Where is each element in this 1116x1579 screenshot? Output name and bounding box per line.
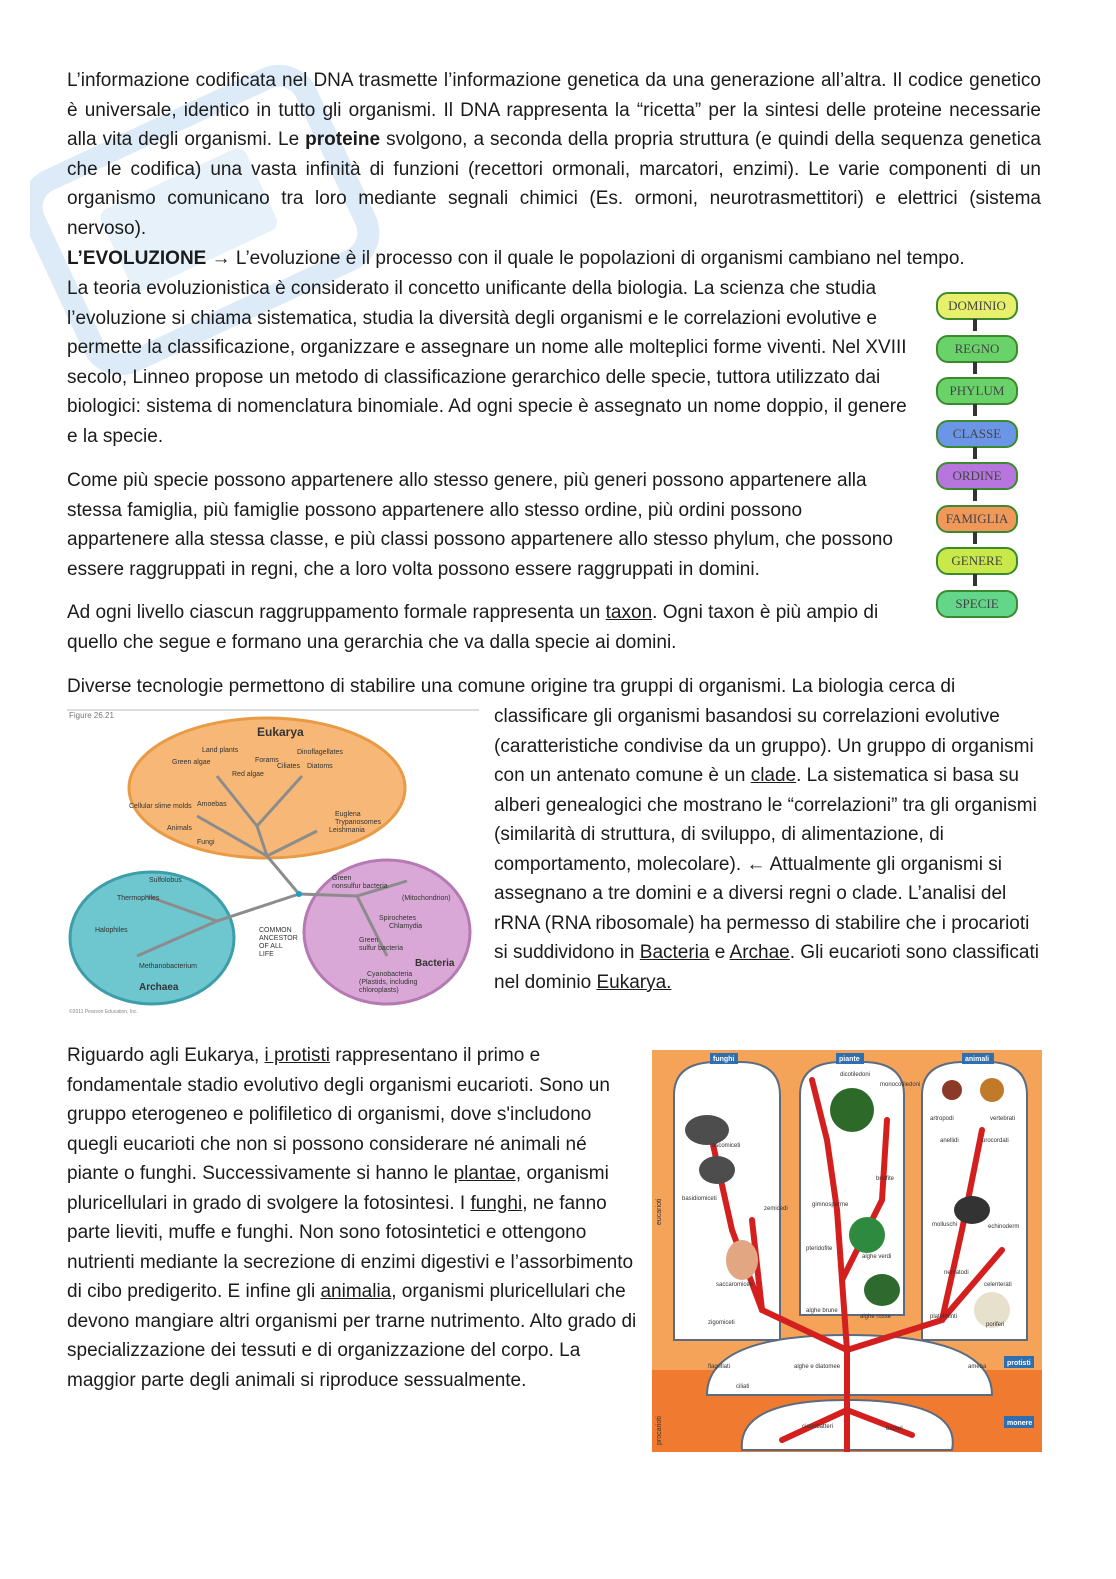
figure-text-label: (Mitochondrion) (402, 895, 451, 902)
text: L’evoluzione è il processo con il quale le popolazioni di organismi cambiano nel tempo. (230, 248, 965, 269)
paragraph-clade (494, 702, 1039, 997)
underlined-term-plantae: plantae, (453, 1163, 522, 1184)
figure-text-label: Trypanosomes (335, 819, 382, 826)
figure-text-label: Red algae (232, 771, 264, 778)
hierarchy-arrow-icon (973, 362, 977, 374)
text: L’informazione codificata nel DNA trasmette l’informazione genetica da una generazione all’altra. Il codice genetico è universale, identico in tutto gli organismi. Il DNA rappresenta la “ricetta” per la sintesi delle proteine necessarie alla vita degli organismi. Le (67, 70, 1041, 150)
figure-text-label: dicotiledoni (840, 1072, 871, 1078)
underlined-term-clade: clade (750, 765, 797, 786)
figure-text-label: urocordati (982, 1138, 1009, 1144)
underlined-term-archae: Archae (729, 942, 790, 963)
section-heading: L’EVOLUZIONE (67, 248, 207, 269)
figure-text-label: vertebrati (990, 1116, 1016, 1122)
figure-text-label: molluschi (932, 1222, 958, 1228)
figure-text-label: anellidi (940, 1138, 959, 1144)
figure-text-label: briofite (876, 1176, 895, 1182)
underlined-term-eukarya: Eukarya. (596, 971, 672, 993)
text: classificare gli organismi basandosi su correlazioni evolutive (caratteristiche condivise da un gruppo). Un gruppo di organismi con un antenato comune è un (494, 706, 1034, 786)
domain-label-archaea: Archaea (139, 982, 179, 993)
arrow-right-icon: → (211, 248, 231, 269)
figure-text-label: nonsulfur bacteria (332, 883, 388, 890)
text: , organismi pluricellulari che devono mangiare altri organismi per trarne nutrimento. Alto grado di specializzazione dei tessuti e di organizzazione del corpo. La maggior parte degli animali si riproduce sessualmente. (67, 1281, 637, 1391)
figure-text-label: gimnosperme (812, 1202, 849, 1208)
hierarchy-arrow-icon (973, 404, 977, 416)
figure-text-label: alghe brune (806, 1308, 838, 1314)
text: rappresentano il primo e fondamentale stadio evolutivo degli organismi eucarioti. Sono un gruppo eterogeneo e polifiletico di organismi, dove s'includono quegli eucarioti che non si possono considerare né animali né piante o funghi. Successivamente si hanno le (67, 1045, 610, 1184)
kingdoms-tree-figure (652, 1050, 1042, 1452)
figure-text-label: funghi (713, 1056, 735, 1063)
underlined-term-taxon: taxon (605, 602, 653, 623)
underlined-term-protisti: i protisti (264, 1045, 330, 1066)
hierarchy-arrow-icon (973, 319, 977, 331)
hierarchy-level-famiglia: FAMIGLIA (936, 505, 1018, 533)
figure-text-label: ciliati (736, 1384, 750, 1390)
figure-text-label: monocotiledoni (880, 1082, 921, 1088)
underlined-term-bacteria: Bacteria (639, 942, 710, 963)
text: . La sistematica si basa su alberi genealogici che mostrano le “correlazioni” tra gli organismi (similarità di struttura, di sviluppo, di alimentazione, di comportamento, molecolare). (494, 765, 1037, 875)
text: Come più specie possono appartenere allo stesso genere, più generi possono appartenere alla stessa famiglia, più famiglie possono appartenere allo stesso ordine, più ordini possono appartenere alla stessa classe, e più classi possono appartenere allo stesso phylum, che possono essere raggruppati in regni, che a loro volta possono essere raggruppati in domini. (67, 470, 893, 580)
figure-text-label: Spirochetes (379, 915, 416, 922)
figure-text-label: artropodi (930, 1116, 954, 1122)
text: , ne fanno parte lieviti, muffe e funghi. Non sono fotosintetici e ottengono nutrienti mediante la secrezione di enzimi digestivi e l’assorbimento di cibo predigerito. E infine gli (67, 1192, 634, 1302)
figure-text-label: monere (1007, 1420, 1033, 1427)
copyright-note: ©2011 Pearson Education, Inc. (69, 1009, 138, 1015)
hierarchy-arrow-icon (973, 447, 977, 459)
figure-text-label: ANCESTOR (259, 935, 298, 942)
phylogenetic-tree-figure (67, 706, 479, 1018)
side-label-procarioti: procarioti (656, 1416, 663, 1445)
figure-text-label: chloroplasts) (359, 987, 399, 994)
text: . Ogni taxon è più ampio di quello che segue e formano una gerarchia che va dalla specie ai domini. (67, 602, 879, 653)
figure-text-label: Chlamydia (389, 923, 423, 930)
paragraph-eukarya (67, 1041, 639, 1395)
domain-label-bacteria: Bacteria (415, 958, 455, 969)
figure-text-label: piante (839, 1056, 860, 1063)
hierarchy-level-ordine: ORDINE (936, 462, 1018, 490)
figure-text-label: Diatoms (307, 763, 333, 770)
figure-text-label: Halophiles (95, 927, 128, 934)
figure-text-label: protisti (1007, 1360, 1031, 1367)
figure-text-label: Animals (167, 825, 192, 832)
text: Attualmente gli organismi si assegnano a tre domini e a diversi regni o clade. L’analisi del rRNA (RNA ribosomale) ha permesso di stabilire che i procarioti si suddividono in (494, 853, 1030, 963)
figure-text-label: Methanobacterium (139, 963, 197, 970)
figure-text-label: alghe rosse (860, 1314, 892, 1320)
hierarchy-arrow-icon (973, 574, 977, 586)
figure-text-label: Green (332, 875, 352, 882)
figure-text-label: ameba (968, 1364, 987, 1370)
figure-text-label: alghe e diatomee (794, 1364, 841, 1370)
underlined-term-animalia: animalia (320, 1281, 392, 1302)
hierarchy-level-phylum: PHYLUM (936, 377, 1018, 405)
side-label-eucarioti: eucarioti (656, 1198, 663, 1225)
hierarchy-level-classe: CLASSE (936, 420, 1018, 448)
figure-text-label: COMMON (259, 927, 292, 934)
figure-text-label: Amoebas (197, 801, 227, 808)
figure-text-label: nematodi (944, 1270, 969, 1276)
paragraph-clade-line1: Diverse tecnologie permettono di stabilire una comune origine tra gruppi di organismi. La biologia cerca di (67, 676, 956, 697)
figure-text-label: zigomiceti (708, 1320, 735, 1326)
figure-text-label: batteri (886, 1426, 903, 1432)
text: . Gli eucarioti sono classificati nel dominio (494, 942, 1039, 993)
figure-text-label: Sulfolobus (149, 877, 182, 884)
figure-text-label: Fungi (197, 839, 215, 846)
figure-text-label: Forams (255, 757, 279, 764)
text: Ad ogni livello ciascun raggruppamento formale rappresenta un (67, 602, 606, 623)
text: Riguardo agli Eukarya, (67, 1045, 265, 1066)
text: La teoria evoluzionistica è considerato il concetto unificante della biologia. La scienza che studia l’evoluzione si chiama sistematica, studia la diversità degli organismi e le correlazioni evolutive e permette la classificazione, organizzare e assegnare un nome alle molteplici forme viventi. Nel XVIII secolo, Linneo propose un metodo di classificazione gerarchico delle specie, tuttora utilizzato dai biologici: sistema di nomenclatura binomiale. Ad ogni specie è assegnato un nome doppio, il genere e la specie. (67, 278, 907, 447)
arrow-left-icon: ← (746, 853, 766, 875)
figure-text-label: platelminti (930, 1314, 958, 1320)
figure-label: Figure 26.21 (69, 711, 114, 720)
hierarchy-level-specie: SPECIE (936, 590, 1018, 618)
figure-text-label: Thermophiles (117, 895, 160, 902)
figure-text-label: OF ALL (259, 943, 283, 950)
figure-text-label: Land plants (202, 747, 239, 754)
figure-text-label: Cyanobacteria (367, 971, 413, 978)
text: svolgono, a seconda della propria struttura (e quindi della sequenza genetica che le codifica) una vasta infinità di funzioni (recettori ormonali, marcatori, enzimi). Le varie componenti di un organismo comunicano tra loro mediante segnali chimici (Es. ormoni, neurotrasmettitori) e elettrici (sistema nervoso). (67, 129, 1041, 239)
figure-text-label: Euglena (335, 811, 361, 818)
figure-text-label: animali (965, 1056, 990, 1063)
figure-text-label: Green (359, 937, 379, 944)
figure-text-label: celenterati (984, 1282, 1012, 1288)
figure-text-label: Dinoflagellates (297, 749, 343, 756)
figure-text-label: flagellati (708, 1364, 731, 1370)
paragraph-gerarchia (67, 466, 907, 584)
figure-text-label: zemicedi (764, 1206, 788, 1212)
text: organismi pluricellulari in grado di svolgere la fotosintesi. I (67, 1163, 609, 1214)
paragraph-dna (67, 66, 1041, 243)
figure-text-label: sulfur bacteria (359, 945, 403, 952)
figure-text-label: Green algae (172, 759, 211, 766)
figure-text-label: Ciliates (277, 763, 300, 770)
hierarchy-level-dominio: DOMINIO (936, 292, 1018, 320)
figure-text-label: basidiomiceti (682, 1196, 717, 1202)
hierarchy-arrow-icon (973, 489, 977, 501)
hierarchy-level-genere: GENERE (936, 547, 1018, 575)
hierarchy-level-regno: REGNO (936, 335, 1018, 363)
figure-text-label: echinoderm (988, 1224, 1020, 1230)
figure-text-label: alghe verdi (862, 1254, 892, 1260)
text: e (709, 942, 730, 963)
paragraph-taxon (67, 598, 907, 657)
figure-text-label: saccaromiceti (716, 1282, 753, 1288)
figure-text-label: LIFE (259, 951, 274, 958)
paragraph-evoluzione-heading (67, 244, 1047, 274)
figure-text-label: Cellular slime molds (129, 803, 192, 810)
bold-term-proteine: proteine (305, 129, 381, 150)
domain-label-eukarya: Eukarya (257, 725, 304, 739)
taxonomy-hierarchy-figure (936, 292, 1018, 622)
figure-text-label: (Plastids, including (359, 979, 418, 986)
figure-text-label: ascomiceti (712, 1143, 741, 1149)
underlined-term-funghi: funghi (470, 1192, 523, 1214)
figure-text-label: poriferi (986, 1322, 1005, 1328)
figure-text-label: cianobatteri (802, 1424, 834, 1430)
figure-text-label: pteridofite (806, 1246, 833, 1252)
paragraph-evoluzione (67, 274, 907, 451)
hierarchy-arrow-icon (973, 532, 977, 544)
figure-text-label: Leishmania (329, 827, 365, 834)
